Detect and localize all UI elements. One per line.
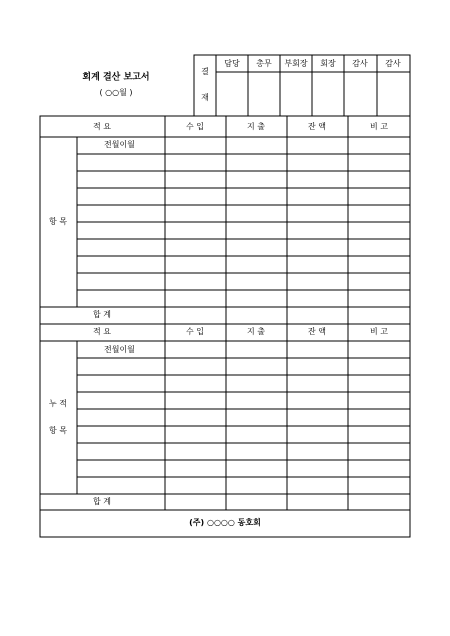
section2-group-label-2: 항 목	[49, 426, 67, 435]
section1-total-label: 합 계	[93, 310, 111, 319]
approval-role-manager: 담당	[224, 59, 240, 68]
header-remarks: 비 고	[370, 122, 388, 131]
approval-label-top: 결	[201, 67, 209, 76]
header-remarks-2: 비 고	[370, 327, 388, 336]
approval-role-auditor-1: 감사	[352, 59, 368, 68]
row-lines	[40, 137, 410, 510]
organization-name: (주) ○○○○ 동호회	[189, 518, 261, 527]
header-income: 수 입	[186, 122, 204, 131]
report-period: ( ○○월 )	[99, 88, 133, 97]
header-balance-2: 잔 액	[308, 327, 326, 336]
section1-carryover-label: 전월이월	[104, 140, 135, 149]
approval-role-president: 회장	[320, 59, 336, 68]
report-title: 회계 결산 보고서	[82, 72, 150, 83]
header-balance: 잔 액	[308, 122, 326, 131]
section2-carryover-label: 전월이월	[104, 345, 135, 354]
approval-role-auditor-2: 감사	[385, 59, 401, 68]
header-expense-2: 지 출	[247, 327, 265, 336]
section2-group-label-1: 누 적	[49, 399, 67, 408]
header-expense: 지 출	[247, 122, 265, 131]
column-lines	[77, 116, 348, 510]
approval-label-bottom: 재	[201, 93, 209, 102]
header-description-2: 적 요	[93, 327, 111, 336]
header-description: 적 요	[93, 122, 111, 131]
approval-role-secretary: 총무	[256, 59, 272, 68]
section1-group-label: 항 목	[49, 217, 67, 226]
section2-total-label: 합 계	[93, 497, 111, 506]
header-income-2: 수 입	[186, 327, 204, 336]
approval-role-vice-president: 부회장	[284, 59, 308, 68]
